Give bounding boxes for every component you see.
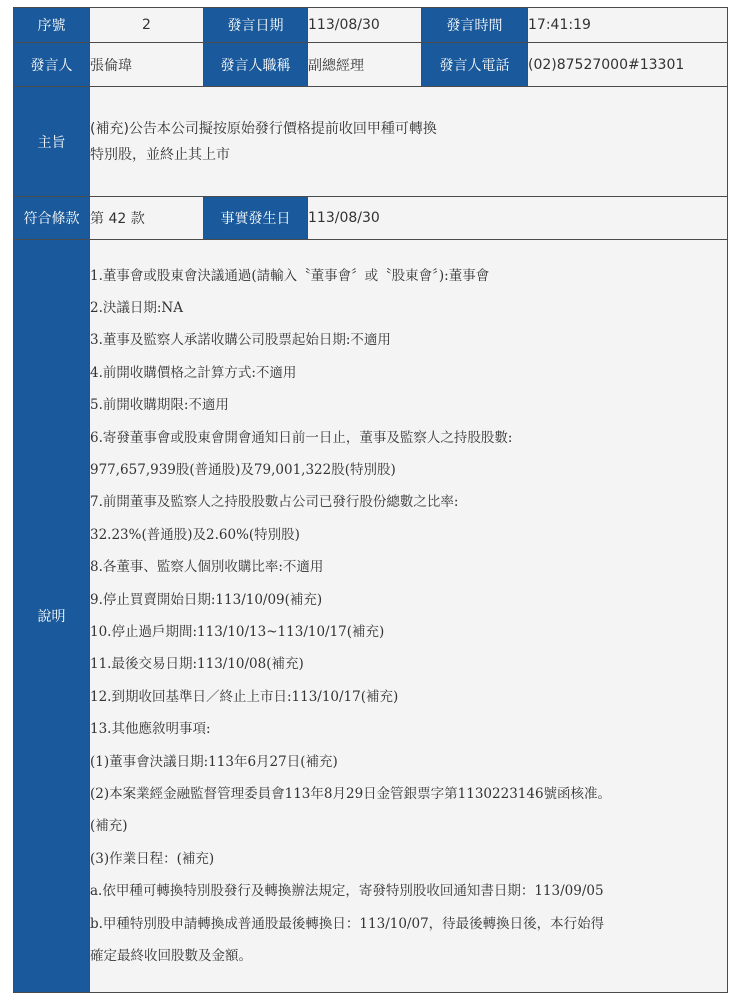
description-line: 4.前開收購價格之計算方式:不適用 (90, 364, 297, 381)
subject-label: 主旨 (14, 87, 90, 197)
description-line: (補充) (90, 818, 128, 835)
description-label: 說明 (14, 240, 90, 993)
description-line: (2)本案業經金融監督管理委員會113年8月29日金管銀票字第1130223146號函核准。 (90, 785, 612, 802)
description-line: 11.最後交易日期:113/10/08(補充) (90, 656, 304, 673)
date-label: 發言日期 (204, 8, 308, 43)
announcement-table (13, 7, 728, 993)
description-line: 10.停止過戶期間:113/10/13~113/10/17(補充) (90, 624, 385, 640)
description-line: 977,657,939股(普通股)及79,001,322股(特別股) (90, 462, 396, 479)
date-value: 113/08/30 (308, 8, 422, 43)
description-line: 3.董事及監察人承諾收購公司股票起始日期:不適用 (90, 332, 391, 349)
description-line: a.依甲種可轉換特別股發行及轉換辦法規定，寄發特別股收回通知書日期：113/09/05 (90, 883, 604, 900)
description-line: (1)董事會決議日期:113年6月27日(補充) (90, 753, 338, 770)
description-line: 確定最終收回股數及金額。 (90, 947, 252, 964)
description-line: 13.其他應敘明事項: (90, 721, 211, 738)
description-line: 6.寄發董事會或股東會開會通知日前一日止，董事及監察人之持股股數: (90, 429, 513, 446)
speaker-name: 張倫瑋 (90, 43, 204, 87)
description-line: 2.決議日期:NA (90, 300, 183, 317)
description-line: 9.停止買賣開始日期:113/10/09(補充) (90, 591, 323, 608)
description-body (90, 240, 728, 993)
time-value: 17:41:19 (528, 8, 728, 43)
description-line: (3)作業日程：(補充) (90, 850, 215, 867)
description-line: 12.到期收回基準日／終止上市日:113/10/17(補充) (90, 688, 399, 705)
seq-value: 2 (90, 8, 204, 43)
speaker-phone-label: 發言人電話 (422, 43, 528, 87)
description-line: 32.23%(普通股)及2.60%(特別股) (90, 526, 300, 543)
clause-label: 符合條款 (14, 197, 90, 240)
description-line: 7.前開董事及監察人之持股股數占公司已發行股份總數之比率: (90, 494, 459, 511)
description-line: 5.前開收購期限:不適用 (90, 397, 229, 414)
description-line: 8.各董事、監察人個別收購比率:不適用 (90, 559, 324, 576)
speaker-phone: (02)87527000#13301 (528, 43, 728, 87)
description-line: 1.董事會或股東會決議通過(請輸入〝董事會〞或〝股東會〞):董事會 (90, 267, 490, 284)
speaker-title-label: 發言人職稱 (204, 43, 308, 87)
event-date-value: 113/08/30 (308, 197, 728, 240)
subject-line-2: 特別股，並終止其上市 (90, 146, 230, 163)
event-date-label: 事實發生日 (204, 197, 308, 240)
description-line: b.甲種特別股申請轉換成普通股最後轉換日：113/10/07，待最後轉換日後，本行始得 (90, 915, 605, 932)
seq-label: 序號 (14, 8, 90, 43)
speaker-label: 發言人 (14, 43, 90, 87)
clause-value: 第 42 款 (90, 197, 204, 240)
speaker-title: 副總經理 (308, 43, 422, 87)
subject-text (90, 87, 728, 197)
subject-line-1: (補充)公告本公司擬按原始發行價格提前收回甲種可轉換 (90, 120, 437, 137)
time-label: 發言時間 (422, 8, 528, 43)
